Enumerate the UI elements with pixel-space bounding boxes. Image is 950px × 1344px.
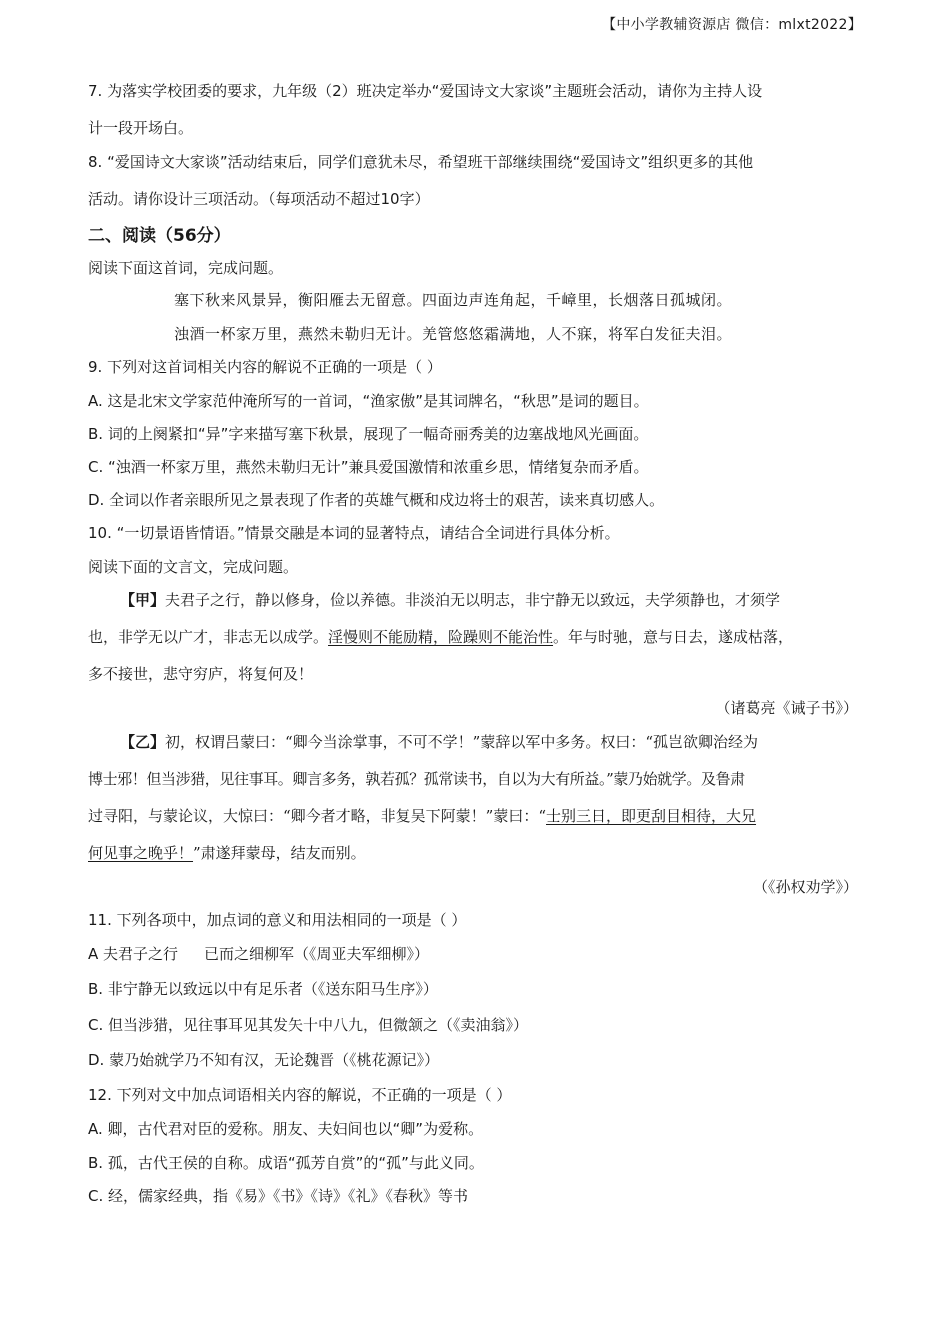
- passage-yi-underlined-1: 士别三日，即更刮目相待，大兄: [546, 807, 757, 825]
- passage-yi-line-3: [88, 805, 756, 826]
- passage-jia-label: 【甲】: [120, 591, 166, 609]
- passage-yi-text-4b: ”肃遂拜蒙母，结友而别。: [193, 844, 366, 862]
- poem-intro: 阅读下面这首词，完成问题。: [88, 259, 284, 277]
- q9-option-d: D. 全词以作者亲眼所见之景表现了作者的英雄气概和戍边将士的艰苦，读来真切感人。: [88, 491, 665, 509]
- q12-option-b: B. 孤，古代王侯的自称。成语“孤芳自赏”的“孤”与此义同。: [88, 1154, 484, 1172]
- q11-option-b: B. 非宁静无以致远以中有足乐者（《送东阳马生序》）: [88, 980, 438, 998]
- q12-option-a: A. 卿，古代君对臣的爱称。朋友、夫妇间也以“卿”为爱称。: [88, 1120, 484, 1138]
- q11-option-a-part-2: 已而之细柳军（《周亚夫军细柳》）: [204, 945, 430, 963]
- passage-jia-line-3: 多不接世，悲守穷庐，将复何及！: [88, 665, 314, 683]
- passage-jia-line-1: [90, 589, 865, 610]
- q12-option-c: C. 经，儒家经典，指《易》《书》《诗》《礼》《春秋》等书: [88, 1187, 469, 1205]
- q9-stem: 9. 下列对这首词相关内容的解说不正确的一项是（ ）: [88, 358, 442, 376]
- passage-jia-citation: （诸葛亮《诫子书》）: [715, 699, 858, 717]
- passage-yi-text-3a: 过寻阳，与蒙论议，大惊曰：“卿今者才略，非复吴下阿蒙！”蒙曰：“: [88, 807, 547, 825]
- q9-option-b: B. 词的上阕紧扣“异”字来描写塞下秋景，展现了一幅奇丽秀美的边塞战地风光画面。: [88, 425, 649, 443]
- q12-stem: 12. 下列对文中加点词语相关内容的解说，不正确的一项是（ ）: [88, 1086, 512, 1104]
- q11-option-a-part-1: A 夫君子之行: [88, 945, 179, 963]
- q7-line-1: 7. 为落实学校团委的要求，九年级（2）班决定举办“爱国诗文大家谈”主题班会活动，请你为主持人设: [88, 82, 763, 100]
- passage-yi-label: 【乙】: [120, 733, 166, 751]
- passage-yi-underlined-2: 何见事之晚乎！: [88, 844, 194, 862]
- q9-option-a: A. 这是北宋文学家范仲淹所写的一首词，“渔家傲”是其词牌名，“秋思”是词的题目。: [88, 392, 649, 410]
- watermark: 【中小学教辅资源店 微信：mlxt2022】: [602, 17, 862, 33]
- q7-line-2: 计一段开场白。: [88, 119, 194, 137]
- q11-stem: 11. 下列各项中，加点词的意义和用法相同的一项是（ ）: [88, 911, 467, 929]
- passage-jia-text-2a: 也，非学无以广才，非志无以成学。: [88, 628, 329, 646]
- passage-jia-text-1: 夫君子之行，静以修身，俭以养德。非淡泊无以明志，非宁静无以致远，夫学须静也，才须学: [165, 591, 781, 609]
- passage-yi-line-1: [90, 731, 758, 752]
- poem-line-2: 浊酒一杯家万里，燕然未勒归无计。羌管悠悠霜满地，人不寐，将军白发征夫泪。: [174, 325, 733, 343]
- q8-line-2: 活动。请你设计三项活动。（每项活动不超过10字）: [88, 190, 430, 208]
- passage-yi-line-2: 博士邪！但当涉猎，见往事耳。卿言多务，孰若孤？孤常读书，自以为大有所益。”蒙乃始就学。及鲁肃: [88, 770, 745, 788]
- passage-jia-line-2: [88, 626, 793, 647]
- section-heading-reading: 二、阅读（56分）: [88, 226, 231, 246]
- q11-option-a: [88, 943, 429, 964]
- q9-option-c: C. “浊酒一杯家万里，燕然未勒归无计”兼具爱国激情和浓重乡思，情绪复杂而矛盾。: [88, 458, 649, 476]
- q11-option-d: D. 蒙乃始就学乃不知有汉，无论魏晋（《桃花源记》）: [88, 1051, 440, 1069]
- passage-yi-line-4: [88, 842, 366, 863]
- passage-yi-citation: （《孙权劝学》）: [752, 878, 858, 896]
- wenyan-intro: 阅读下面的文言文，完成问题。: [88, 558, 299, 576]
- poem-line-1: 塞下秋来风景异，衡阳雁去无留意。四面边声连角起，千嶂里，长烟落日孤城闭。: [174, 291, 733, 309]
- q10-stem: 10. “一切景语皆情语。”情景交融是本词的显著特点，请结合全词进行具体分析。: [88, 524, 620, 542]
- passage-jia-underlined: 淫慢则不能励精，险躁则不能治性: [328, 628, 554, 646]
- passage-jia-text-2b: 。年与时驰，意与日去，遂成枯落，: [553, 628, 794, 646]
- passage-yi-text-1: 初，权谓吕蒙曰：“卿今当涂掌事，不可不学！”蒙辞以军中多务。权曰：“孤岂欲卿治经为: [165, 733, 759, 751]
- q11-option-c: C. 但当涉猎，见往事耳见其发矢十中八九，但微颔之（《卖油翁》）: [88, 1016, 529, 1034]
- q8-line-1: 8. “爱国诗文大家谈”活动结束后，同学们意犹未尽，希望班干部继续围绕“爱国诗文”组织更多的其他: [88, 153, 754, 171]
